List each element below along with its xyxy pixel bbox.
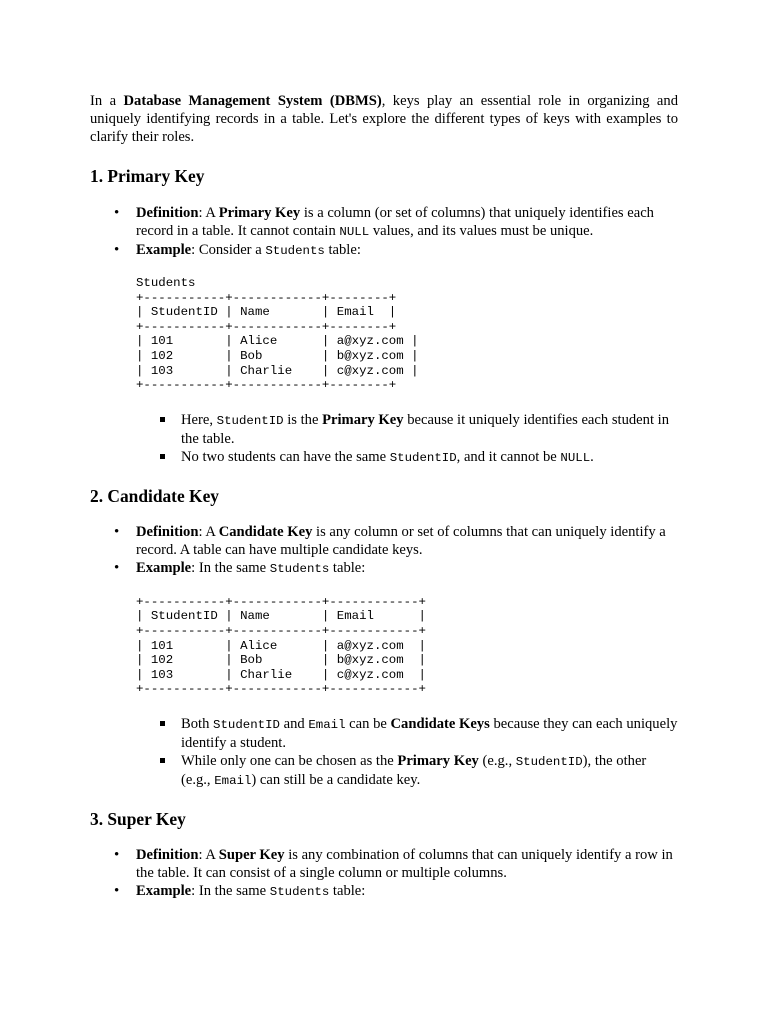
primary-key-note-1: Here, StudentID is the Primary Key because it uniquely identifies each student in the table. [181,411,678,448]
dbms-term: Database Management System (DBMS) [123,93,382,109]
candidate-key-heading: 2. Candidate Key [90,485,219,506]
primary-key-note-2: No two students can have the same StudentID, and it cannot be NULL. [181,448,678,467]
intro-paragraph: In a Database Management System (DBMS), keys play an essential role in organizing and uniquely identifying records in a table. Let's explore the different types of keys with examples to clarify their roles. [90,93,678,145]
candidate-key-note-1: Both StudentID and Email can be Candidate Keys because they can each uniquely identify a student. [181,715,678,751]
candidate-key-example: • Example: In the same Students table: [136,559,678,578]
candidate-key-definition: • Definition: A Candidate Key is any column or set of columns that can uniquely identify a record. A table can have multiple candidate keys. [136,523,678,559]
super-key-definition: • Definition: A Super Key is any combination of columns that can uniquely identify a row in the table. It can consist of a single column or multiple columns. [136,846,678,882]
super-key-bullets [90,846,678,901]
super-key-heading: 3. Super Key [90,808,186,829]
primary-key-example: • Example: Consider a Students table: [136,241,678,260]
candidate-key-bullets [90,523,678,578]
candidate-key-note-2: While only one can be chosen as the Primary Key (e.g., StudentID), the other (e.g., Email) can still be a candidate key. [181,752,678,790]
primary-key-definition: • Definition: A Primary Key is a column (or set of columns) that uniquely identifies each record in a table. It cannot contain NULL values, and its values must be unique. [136,204,678,241]
primary-key-bullets [90,204,678,260]
candidate-key-table: +-----------+------------+------------+ | StudentID | Name | Email | +-----------+------------+------------+ | 101 | Alice | a@xyz.com | | 102 | Bob | b@xyz.com | | 103 | Charlie | c@xyz.com | +-----------+------------+------------+ [136,594,426,697]
primary-key-heading: 1. Primary Key [90,166,205,186]
primary-key-notes [90,411,678,467]
candidate-key-notes [90,715,678,790]
super-key-example: • Example: In the same Students table: [136,882,678,901]
primary-key-table: Students +-----------+------------+--------+ | StudentID | Name | Email | +-----------+------------+--------+ | 101 | Alice | a@xyz.com | | 102 | Bob | b@xyz.com | | 103 | Charlie | c@xyz.com | +-----------+------------+--------+ [136,276,419,393]
